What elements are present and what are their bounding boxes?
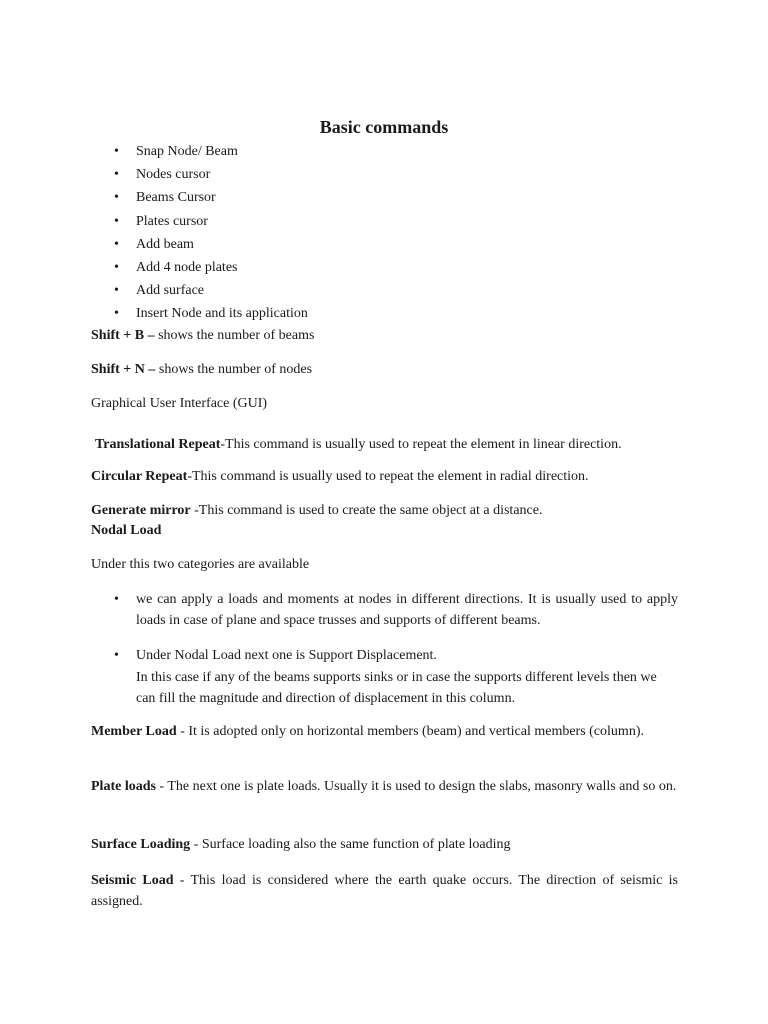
list-item — [0, 212, 308, 235]
shortcut-separator: – — [144, 362, 159, 377]
bullet-detail: In this case if any of the beams supports sinks or in case the supports different levels then we can fill the magnitude and direction of displacement in this column. — [136, 670, 657, 706]
bullet-text: Under Nodal Load next one is Support Displacement. — [136, 648, 437, 663]
definition: -This command is usually used to repeat the element in radial direction. — [187, 469, 589, 484]
gui-line: Graphical User Interface (GUI) — [91, 396, 268, 411]
bullet-icon: • — [114, 144, 119, 159]
bullet-icon: • — [114, 283, 119, 299]
surface-loading — [91, 834, 678, 855]
term: Circular Repeat — [91, 469, 188, 484]
bullet-icon: • — [114, 190, 119, 206]
term: Seismic Load — [91, 873, 174, 888]
bullet-text: we can apply a loads and moments at nodes in different directions. It is usually used to apply loads in case of plane and space trusses and supports of different beams. — [136, 592, 678, 628]
section-heading — [91, 520, 678, 541]
list-item — [0, 258, 308, 281]
nodal-load-heading: Nodal Load — [91, 523, 162, 538]
command-text: Nodes cursor — [136, 167, 211, 183]
shortcut-nodes — [91, 359, 678, 380]
categories-line: Under this two categories are available — [91, 557, 310, 572]
term: Generate mirror — [91, 503, 191, 518]
command-text: Beams Cursor — [136, 190, 216, 206]
member-load — [91, 721, 678, 742]
shortcut-key: Shift + N — [91, 362, 145, 377]
command-text: Snap Node/ Beam — [136, 144, 238, 159]
term: Translational Repeat — [95, 437, 221, 452]
term: Plate loads — [91, 779, 156, 794]
shortcut-beams — [91, 325, 678, 346]
generate-mirror — [91, 500, 678, 521]
term: Surface Loading — [91, 837, 191, 852]
command-text: Add 4 node plates — [136, 259, 238, 275]
circular-repeat — [91, 466, 678, 487]
bullet-icon: • — [114, 592, 119, 607]
list-item — [114, 589, 678, 631]
shortcut-separator: – — [144, 328, 159, 343]
bullet-icon: • — [114, 167, 119, 183]
definition: -This command is used to create the same object at a distance. — [190, 503, 543, 518]
list-item — [0, 142, 308, 165]
shortcut-text: shows the number of beams — [158, 328, 315, 343]
definition: - This load is considered where the earth quake occurs. The direction of seismic is assigned. — [91, 873, 678, 909]
definition: -This command is usually used to repeat the element in linear direction. — [220, 437, 622, 452]
page-title: Basic commands — [319, 117, 449, 137]
bullet-icon: • — [114, 306, 119, 322]
command-text: Add surface — [136, 283, 205, 299]
list-item — [0, 165, 308, 188]
list-item — [0, 281, 308, 304]
seismic-load — [91, 870, 678, 912]
definition: - The next one is plate loads. Usually it is used to design the slabs, masonry walls and so on. — [155, 779, 677, 794]
bullet-icon: • — [114, 259, 119, 275]
definition: - Surface loading also the same function of plate loading — [190, 837, 511, 852]
bullet-icon: • — [114, 236, 119, 252]
command-text: Plates cursor — [136, 213, 208, 229]
term: Member Load — [91, 724, 177, 739]
list-item — [0, 188, 308, 211]
shortcut-key: Shift + B — [91, 328, 145, 343]
bullet-icon: • — [114, 648, 119, 663]
shortcut-text: shows the number of nodes — [158, 362, 313, 377]
plate-loads — [91, 776, 678, 797]
command-text: Add beam — [136, 236, 194, 252]
command-text: Insert Node and its application — [136, 306, 308, 322]
list-item — [114, 645, 678, 666]
translational-repeat — [95, 434, 682, 455]
bullet-icon: • — [114, 213, 119, 229]
definition: - It is adopted only on horizontal members (beam) and vertical members (column). — [176, 724, 644, 739]
list-item — [0, 235, 308, 258]
command-list — [0, 142, 308, 328]
